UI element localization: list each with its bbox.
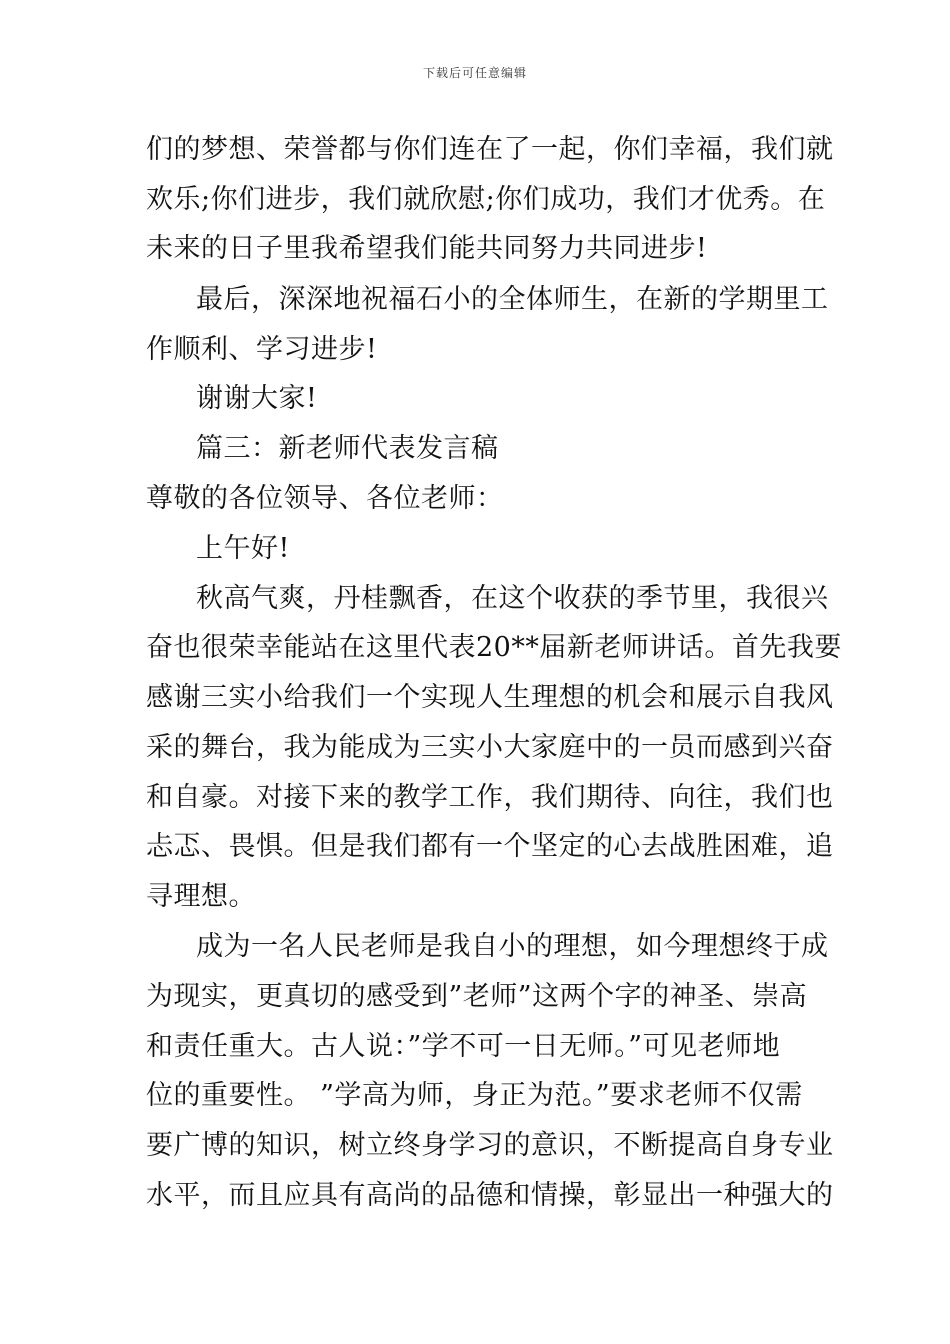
text-line: 谢谢大家! — [196, 383, 318, 414]
text-line: 秋高气爽，丹桂飘香，在这个收获的季节里，我很兴 — [196, 583, 829, 614]
text-line: 们的梦想、荣誉都与你们连在了一起，你们幸福，我们就 — [146, 134, 834, 165]
text-line: 作顺利、学习进步! — [146, 334, 378, 365]
text-line: 尊敬的各位领导、各位老师： — [146, 483, 504, 514]
text-line: 感谢三实小给我们一个实现人生理想的机会和展示自我风 — [146, 682, 834, 713]
text-line: 未来的日子里我希望我们能共同努力共同进步! — [146, 233, 708, 264]
text-line: 奋也很荣幸能站在这里代表20**届新老师讲话。首先我要 — [146, 632, 842, 663]
text-line: 欢乐;你们进步，我们就欣慰;你们成功，我们才优秀。在 — [146, 184, 826, 215]
text-line: 最后，深深地祝福石小的全体师生，在新的学期里工 — [196, 284, 829, 315]
text-line: 上午好! — [196, 533, 290, 564]
text-line: 为现实，更真切的感受到”老师”这两个字的神圣、崇高 — [146, 981, 808, 1012]
text-line: 水平，而且应具有高尚的品德和情操，彰显出一种强大的 — [146, 1180, 834, 1211]
text-line: 要广博的知识，树立终身学习的意识，不断提高自身专业 — [146, 1130, 834, 1161]
section-heading: 篇三：新老师代表发言稿 — [196, 433, 499, 464]
text-line: 成为一名人民老师是我自小的理想，如今理想终于成 — [196, 931, 829, 962]
text-line: 采的舞台，我为能成为三实小大家庭中的一员而感到兴奋 — [146, 732, 834, 763]
text-line: 寻理想。 — [146, 881, 256, 912]
text-line: 和责任重大。古人说：”学不可一日无师。”可见老师地 — [146, 1031, 781, 1062]
page-header: 下载后可任意编辑 — [422, 66, 527, 80]
text-line: 和自豪。对接下来的教学工作，我们期待、向往，我们也 — [146, 782, 834, 813]
text-line: 位的重要性。 ”学高为师，身正为范。”要求老师不仅需 — [146, 1080, 803, 1111]
text-line: 忐忑、畏惧。但是我们都有一个坚定的心去战胜困难，追 — [146, 831, 834, 862]
